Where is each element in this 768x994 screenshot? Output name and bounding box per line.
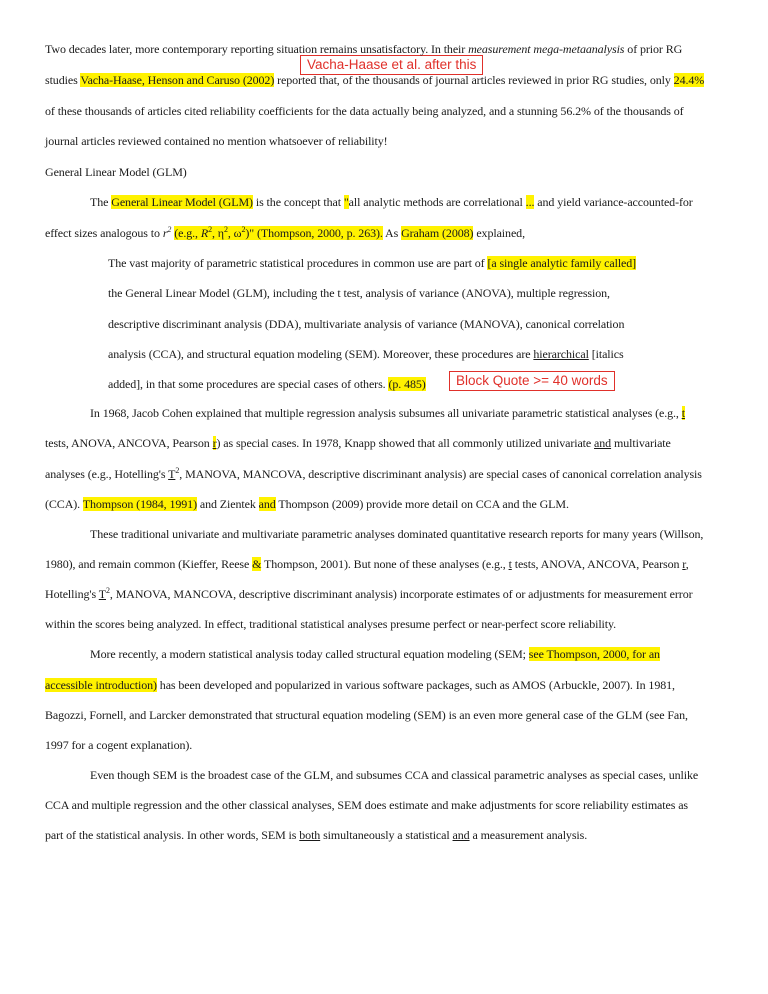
highlight-percent: 24.4% — [673, 73, 705, 87]
p6-line-3: part of the statistical analysis. In other words, SEM is both simultaneously a statistical and a measurement analysis. — [45, 828, 588, 842]
p5-line-2: accessible introduction) has been developed and popularized in various software packages, such as AMOS (Arbuckle, 2007). In 1981, — [45, 678, 675, 692]
p2-line-2: effect sizes analogous to $r^2$ (e.g., $R^2$, $\eta^2$, $\omega^2$)" (Thompson, 2000, p. 263). As Graham (2008) explained, — [45, 225, 525, 240]
section-heading: General Linear Model (GLM) — [45, 165, 187, 179]
highlight-analytic-family: [a single analytic family called] — [487, 256, 637, 270]
quote-line-2: the General Linear Model (GLM), including the t test, analysis of variance (ANOVA), multiple regression, — [108, 286, 610, 300]
highlight-graham-citation: Graham (2008) — [401, 226, 474, 240]
p6-line-2: CCA and multiple regression and the other classical analyses, SEM does estimate and make adjustments for score reliability estimates as — [45, 798, 689, 812]
highlight-ampersand: & — [252, 557, 262, 571]
p4-line-1: These traditional univariate and multivariate parametric analyses dominated quantitative research reports for many years (Willson, — [90, 527, 704, 541]
p3-line-1: In 1968, Jacob Cohen explained that multiple regression analysis subsumes all univariate parametric statistical analyses (e.g., t — [90, 406, 685, 420]
highlight-page-ref: (p. 485) — [388, 377, 426, 391]
highlight-effect-sizes: (e.g., $R^2$, $\eta^2$, $\omega^2$)" (Thompson, 2000, p. 263). — [174, 225, 383, 240]
p5-line-4: 1997 for a cogent explanation). — [45, 738, 193, 752]
p3-line-2: tests, ANOVA, ANCOVA, Pearson r) as special cases. In 1978, Knapp showed that all commonly utilized univariate and multivariate — [45, 436, 671, 450]
highlight-thompson-citation: Thompson (1984, 1991) — [82, 497, 197, 511]
r-squared: $r^2$ — [162, 225, 172, 240]
p5-line-3: Bagozzi, Fornell, and Larcker demonstrated that structural equation modeling (SEM) is an even more general case of the GLM (see Fan, — [45, 708, 688, 722]
hierarchical-underlined: hierarchical — [533, 347, 589, 361]
highlight-r: r — [212, 436, 217, 450]
quote-line-1: The vast majority of parametric statistical procedures in common use are part of [a single analytic family called] — [108, 256, 637, 270]
p1-line-4: journal articles reviewed contained no mention whatsoever of reliability! — [45, 134, 388, 148]
highlight-t: t — [681, 406, 685, 420]
p4-line-4: within the scores being analyzed. In effect, traditional statistical analyses presume perfect or near-perfect score reliability. — [45, 617, 617, 631]
block-quote-annotation: Block Quote >= 40 words — [449, 371, 615, 391]
p3-line-4: (CCA). Thompson (1984, 1991) and Zientek and Thompson (2009) provide more detail on CCA and the GLM. — [45, 497, 569, 511]
vacha-haase-annotation: Vacha-Haase et al. after this — [300, 55, 483, 75]
p5-line-1: More recently, a modern statistical analysis today called structural equation modeling (SEM; see Thompson, 2000, for an — [90, 647, 660, 661]
quote-line-5: added], in that some procedures are special cases of others. (p. 485) — [108, 377, 426, 391]
p1-line-1: Two decades later, more contemporary reporting situation remains unsatisfactory. In their measurement mega-metaanalysis of prior RG — [45, 42, 683, 56]
p4-line-2: 1980), and remain common (Kieffer, Reese & Thompson, 2001). But none of these analyses (e.g., t tests, ANOVA, ANCOVA, Pearson r, — [45, 557, 689, 571]
highlight-vacha-haase-citation: Vacha-Haase, Henson and Caruso (2002) — [80, 73, 275, 87]
highlight-glm: General Linear Model (GLM) — [111, 195, 253, 209]
highlight-ellipsis: ... — [525, 195, 535, 209]
quote-line-4: analysis (CCA), and structural equation modeling (SEM). Moreover, these procedures are hierarchical [italics — [108, 347, 624, 361]
highlight-see-thompson: see Thompson, 2000, for an — [528, 647, 660, 661]
p3-line-3: analyses (e.g., Hotelling's $T^2$, MANOVA, MANCOVA, descriptive discriminant analysis) are special cases of canonical correlation analysis — [45, 466, 702, 481]
p2-line-1: The General Linear Model (GLM) is the concept that "all analytic methods are correlational ... and yield variance-accounted-for — [90, 195, 693, 209]
quote-line-3: descriptive discriminant analysis (DDA), multivariate analysis of variance (MANOVA), canonical correlation — [108, 317, 625, 331]
p6-line-1: Even though SEM is the broadest case of the GLM, and subsumes CCA and classical parametric analyses as special cases, unlike — [90, 768, 699, 782]
highlight-accessible-intro: accessible introduction) — [45, 678, 157, 692]
highlight-and: and — [258, 497, 276, 511]
measurement-mega-metaanalysis-term: measurement mega-metaanalysis — [468, 42, 625, 56]
p4-line-3: Hotelling's $T^2$, MANOVA, MANCOVA, descriptive discriminant analysis) incorporate estimates of or adjustments for measurement error — [45, 586, 693, 601]
highlight-open-quote: " — [343, 195, 349, 209]
p1-line-2: studies Vacha-Haase, Henson and Caruso (2002) reported that, of the thousands of journal articles reviewed in prior RG studies, only 24.4% — [45, 73, 705, 87]
p1-line-3: of these thousands of articles cited reliability coefficients for the data actually being analyzed, and a stunning 56.2% of the thousands of — [45, 104, 684, 118]
